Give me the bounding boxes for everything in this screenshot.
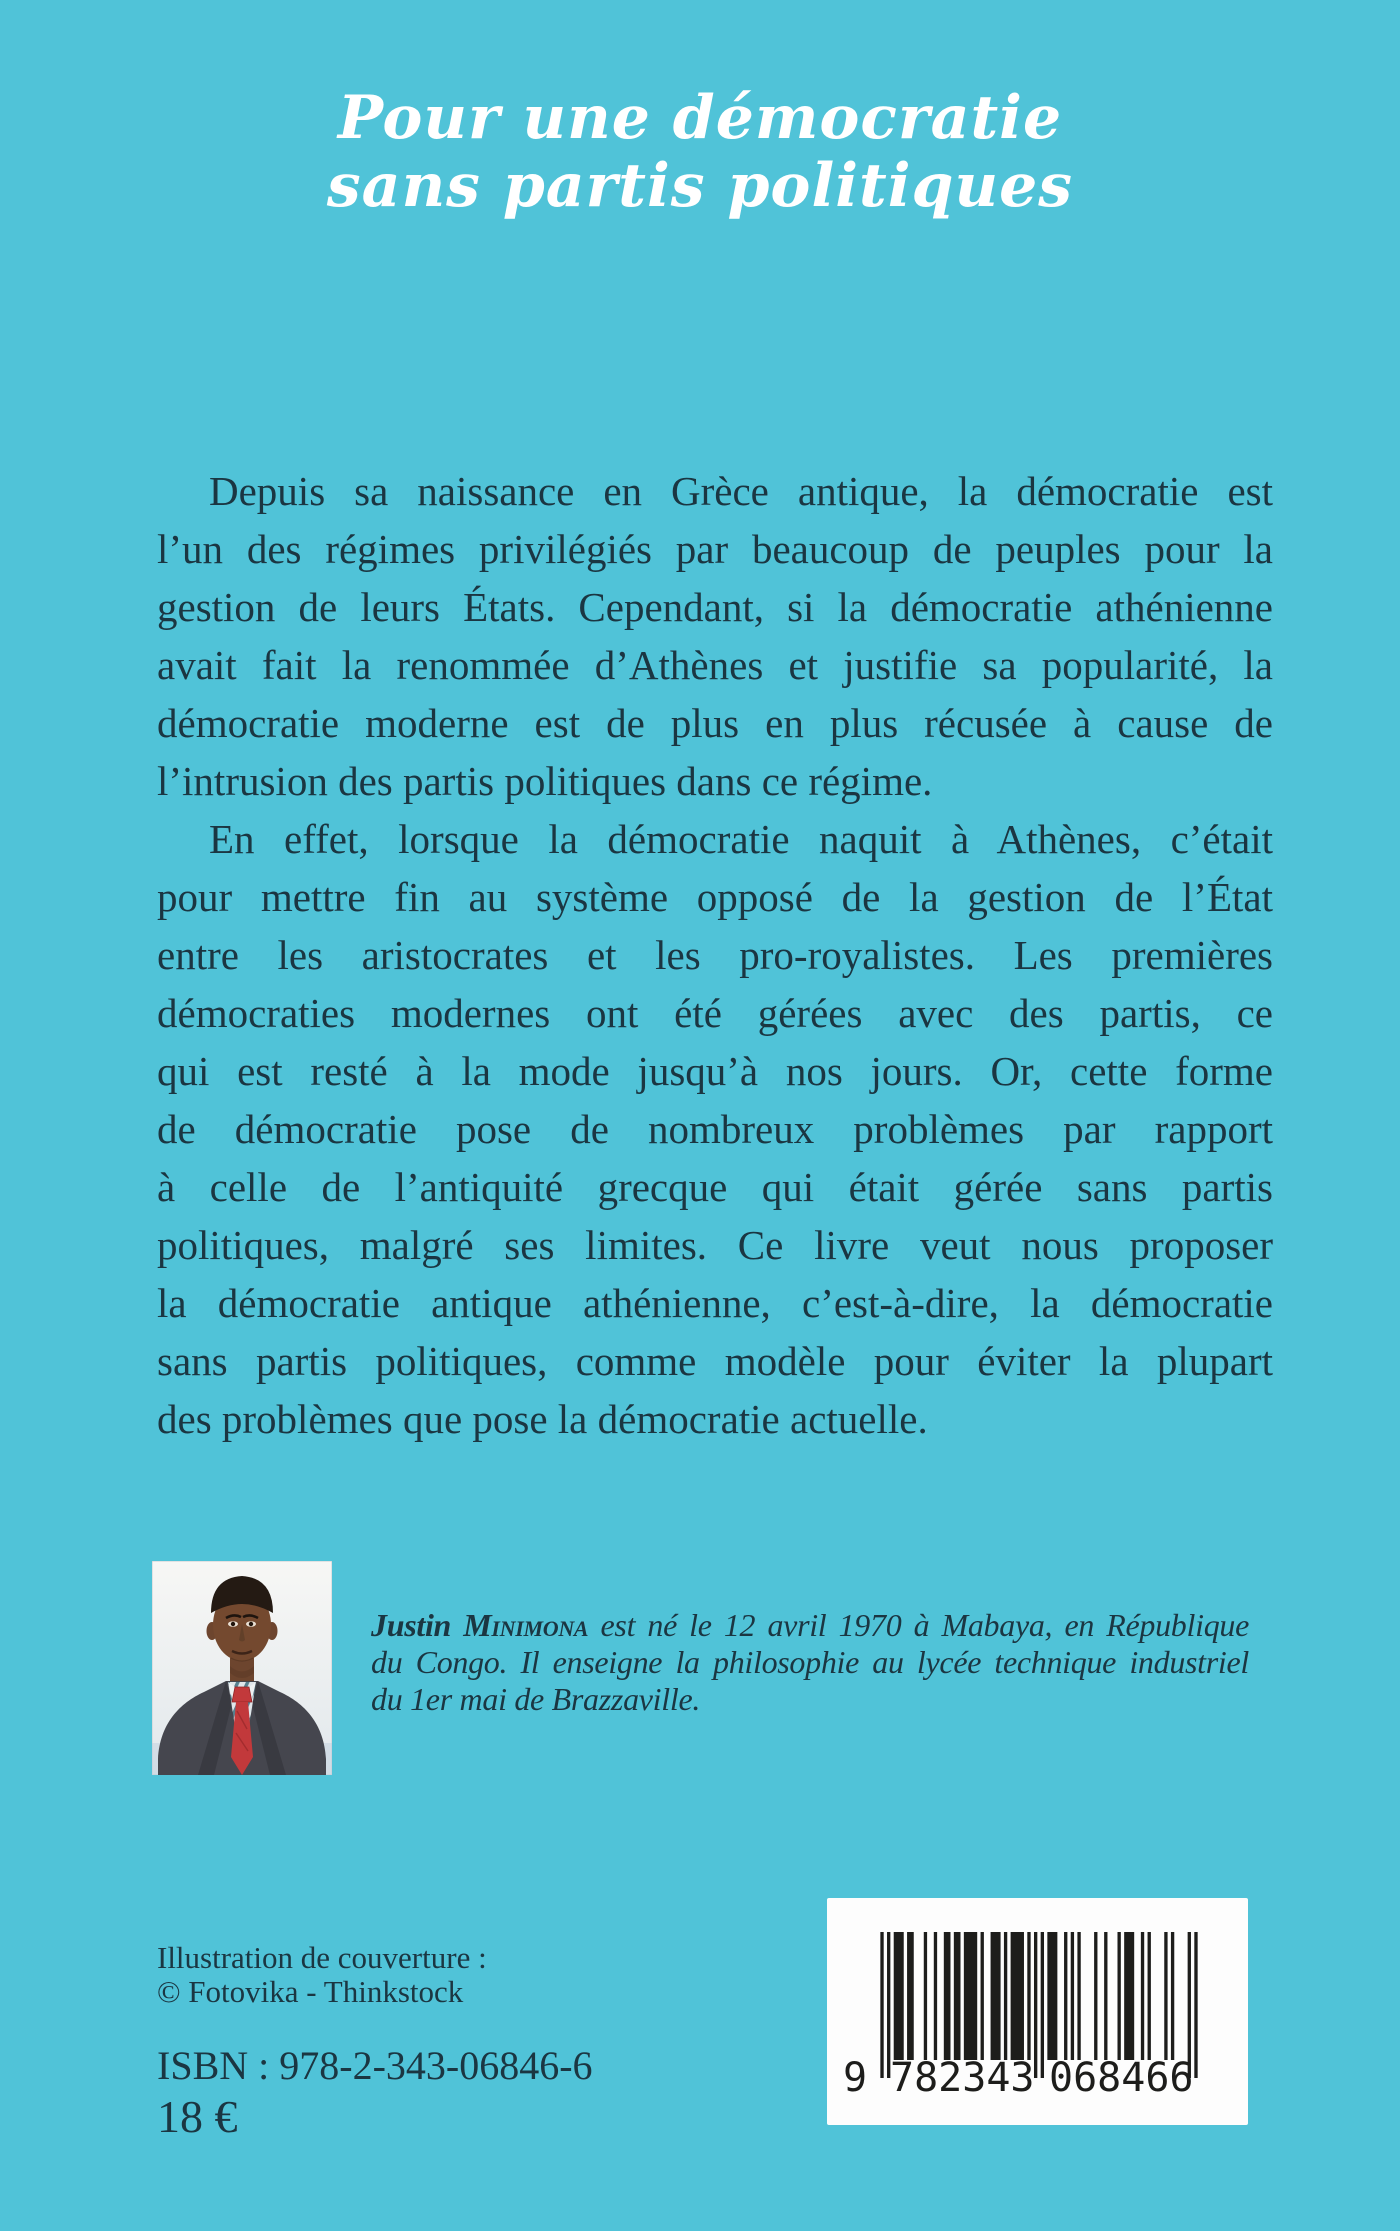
ean13-barcode: [827, 1898, 1248, 2125]
body-line: pour mettre fin au système opposé de la gestion de l’État: [157, 874, 1273, 920]
synopsis-text: [157, 462, 1273, 1448]
title-line-1: Pour une démocratie: [337, 83, 1063, 153]
body-line: démocraties modernes ont été gérées avec des partis, ce: [157, 990, 1273, 1036]
bio-line: Justin Minimona est né le 12 avril 1970 à Mabaya, en République: [371, 1607, 1249, 1643]
body-line: avait fait la renommée d’Athènes et justifie sa popularité, la: [157, 642, 1273, 688]
body-line: l’intrusion des partis politiques dans ce régime.: [157, 758, 933, 804]
title-line-2: sans partis politiques: [326, 151, 1074, 221]
body-line: à celle de l’antiquité grecque qui était gérée sans partis: [157, 1164, 1273, 1210]
bio-line: du Congo. Il enseigne la philosophie au lycée technique industriel: [371, 1644, 1249, 1680]
body-line: démocratie moderne est de plus en plus récusée à cause de: [157, 700, 1273, 746]
barcode-digit-first: 9: [843, 2055, 868, 2101]
body-line: la démocratie antique athénienne, c’est-à-dire, la démocratie: [157, 1280, 1273, 1326]
book-title: [0, 84, 1400, 220]
credit-line: Illustration de couverture :: [157, 1940, 487, 1975]
body-line: qui est resté à la mode jusqu’à nos jours. Or, cette forme: [157, 1048, 1273, 1094]
price: 18 €: [157, 2091, 238, 2142]
author-photo: [152, 1561, 332, 1775]
body-line: En effet, lorsque la démocratie naquit à Athènes, c’était: [209, 816, 1273, 862]
author-bio: [371, 1607, 1249, 1718]
body-line: politiques, malgré ses limites. Ce livre veut nous proposer: [157, 1222, 1273, 1268]
body-line: des problèmes que pose la démocratie actuelle.: [157, 1396, 928, 1442]
cover-illustration-credit: [157, 1941, 487, 2009]
barcode-digits-left: 782343: [890, 2055, 1035, 2101]
body-line: gestion de leurs États. Cependant, si la démocratie athénienne: [157, 584, 1273, 630]
credit-line: © Fotovika - Thinkstock: [157, 1974, 464, 2009]
barcode-digits-right: 068466: [1049, 2055, 1194, 2101]
body-line: l’un des régimes privilégiés par beaucoup de peuples pour la: [157, 526, 1273, 572]
body-line: sans partis politiques, comme modèle pour éviter la plupart: [157, 1338, 1273, 1384]
body-line: de démocratie pose de nombreux problèmes par rapport: [157, 1106, 1273, 1152]
bio-line: du 1er mai de Brazzaville.: [371, 1681, 701, 1717]
author-name: Justin Minimona: [371, 1607, 589, 1643]
body-line: entre les aristocrates et les pro-royalistes. Les premières: [157, 932, 1273, 978]
isbn-number: ISBN : 978-2-343-06846-6: [157, 2043, 593, 2088]
body-line: Depuis sa naissance en Grèce antique, la démocratie est: [209, 468, 1273, 514]
